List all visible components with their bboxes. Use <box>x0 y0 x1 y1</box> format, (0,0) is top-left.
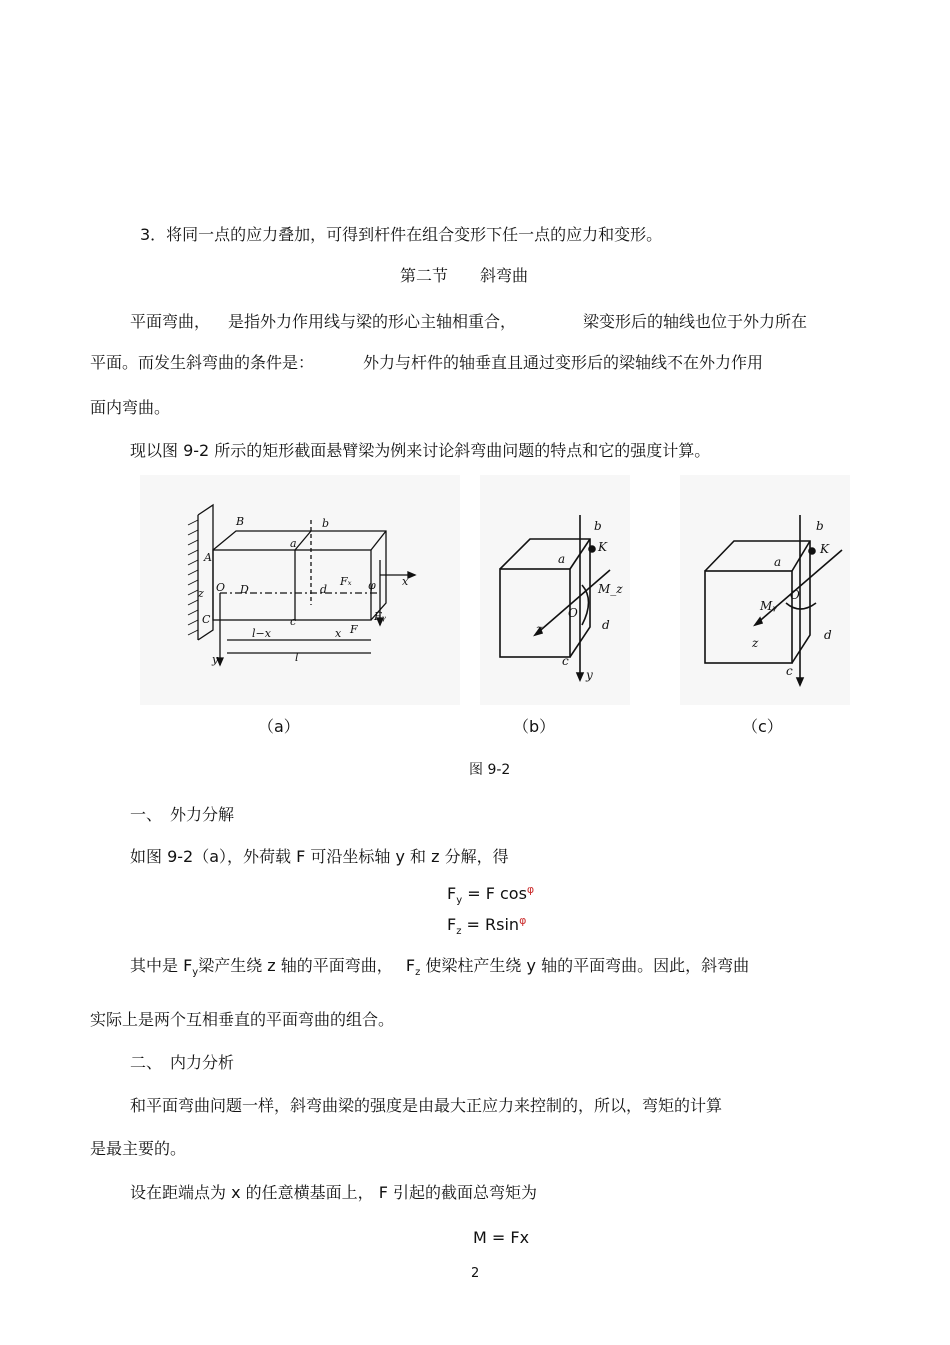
explanation-line-2: 实际上是两个互相垂直的平面弯曲的组合。 <box>90 1010 395 1029</box>
caption-b: （b） <box>513 717 556 736</box>
svg-text:x: x <box>335 627 342 640</box>
svg-text:x: x <box>402 575 409 588</box>
svg-text:Fₓ: Fₓ <box>340 575 352 588</box>
definition-text: 外力与杆件的轴垂直且通过变形后的梁轴线不在外力作用 <box>363 353 764 372</box>
svg-text:c: c <box>786 664 793 678</box>
svg-text:z: z <box>536 622 543 636</box>
intro-text: 现以图 9-2 所示的矩形截面悬臂梁为例来讨论斜弯曲问题的特点和它的强度计算。 <box>130 441 711 460</box>
svg-text:F: F <box>350 623 358 636</box>
paragraph-3: 3．将同一点的应力叠加，可得到杆件在组合变形下任一点的应力和变形。 <box>140 225 663 244</box>
svg-text:φ: φ <box>368 579 376 592</box>
definition-text: 是指外力作用线与梁的形心主轴相重合， <box>228 312 517 331</box>
svg-text:C: C <box>202 613 211 626</box>
decomposition-text: 如图 9-2（a），外荷载 F 可沿坐标轴 y 和 z 分解，得 <box>130 847 509 866</box>
definition-text: 面内弯曲。 <box>90 398 171 417</box>
equation-moment: M = Fx <box>473 1228 530 1247</box>
figure-title: 图 9-2 <box>469 762 511 778</box>
svg-text:b: b <box>816 519 824 533</box>
svg-text:c: c <box>290 615 297 628</box>
explanation-line: 其中是 $F_y$梁产生绕 z 轴的平面弯曲， $F_z$ 使梁柱产生绕 y 轴的平面弯曲。因此，斜弯曲 <box>130 956 750 978</box>
svg-text:y: y <box>586 668 593 682</box>
svg-text:K: K <box>598 540 607 554</box>
svg-text:y: y <box>212 653 219 666</box>
definition-text: 平面。而发生斜弯曲的条件是： <box>90 353 315 372</box>
svg-text:Mᵧ: Mᵧ <box>760 599 777 613</box>
svg-text:M_z: M_z <box>598 582 623 596</box>
svg-text:B: B <box>236 515 245 528</box>
heading-2: 二、 内力分析 <box>130 1053 235 1072</box>
section-title: 第二节 斜弯曲 <box>400 266 529 285</box>
svg-text:l−x: l−x <box>252 627 271 640</box>
svg-text:K: K <box>820 542 829 556</box>
caption-a: （a） <box>258 717 300 736</box>
internal-force-text: 设在距端点为 x 的任意横基面上， F 引起的截面总弯矩为 <box>130 1183 538 1202</box>
svg-text:Fᵧ: Fᵧ <box>374 610 386 623</box>
svg-text:O: O <box>216 581 226 594</box>
page-number: 2 <box>471 1266 480 1281</box>
svg-text:O: O <box>790 588 800 602</box>
svg-text:d: d <box>824 628 832 642</box>
svg-text:d: d <box>602 618 610 632</box>
svg-text:a: a <box>558 552 566 566</box>
equation-fy: $F_y = F$ $\cos^\varphi$ <box>447 883 535 906</box>
figure-9-2 <box>140 475 860 705</box>
svg-text:c: c <box>562 654 569 668</box>
svg-text:z: z <box>752 636 759 650</box>
svg-text:l: l <box>295 651 299 664</box>
definition-text: 平面弯曲， <box>130 312 211 331</box>
svg-text:z: z <box>198 587 204 600</box>
internal-force-text: 是最主要的。 <box>90 1139 187 1158</box>
caption-c: （c） <box>742 717 783 736</box>
svg-text:a: a <box>290 537 297 550</box>
internal-force-text: 和平面弯曲问题一样，斜弯曲梁的强度是由最大正应力来控制的，所以，弯矩的计算 <box>130 1096 723 1115</box>
heading-1: 一、 外力分解 <box>130 805 235 824</box>
equation-fz: $F_z = Rsin^\varphi$ <box>447 914 527 937</box>
svg-text:O: O <box>568 606 578 620</box>
svg-text:A: A <box>204 551 212 564</box>
svg-text:D: D <box>240 583 249 596</box>
svg-text:d: d <box>320 583 328 596</box>
definition-text: 梁变形后的轴线也位于外力所在 <box>583 312 808 331</box>
svg-text:b: b <box>322 517 330 530</box>
svg-text:a: a <box>774 555 782 569</box>
svg-text:b: b <box>594 519 602 533</box>
